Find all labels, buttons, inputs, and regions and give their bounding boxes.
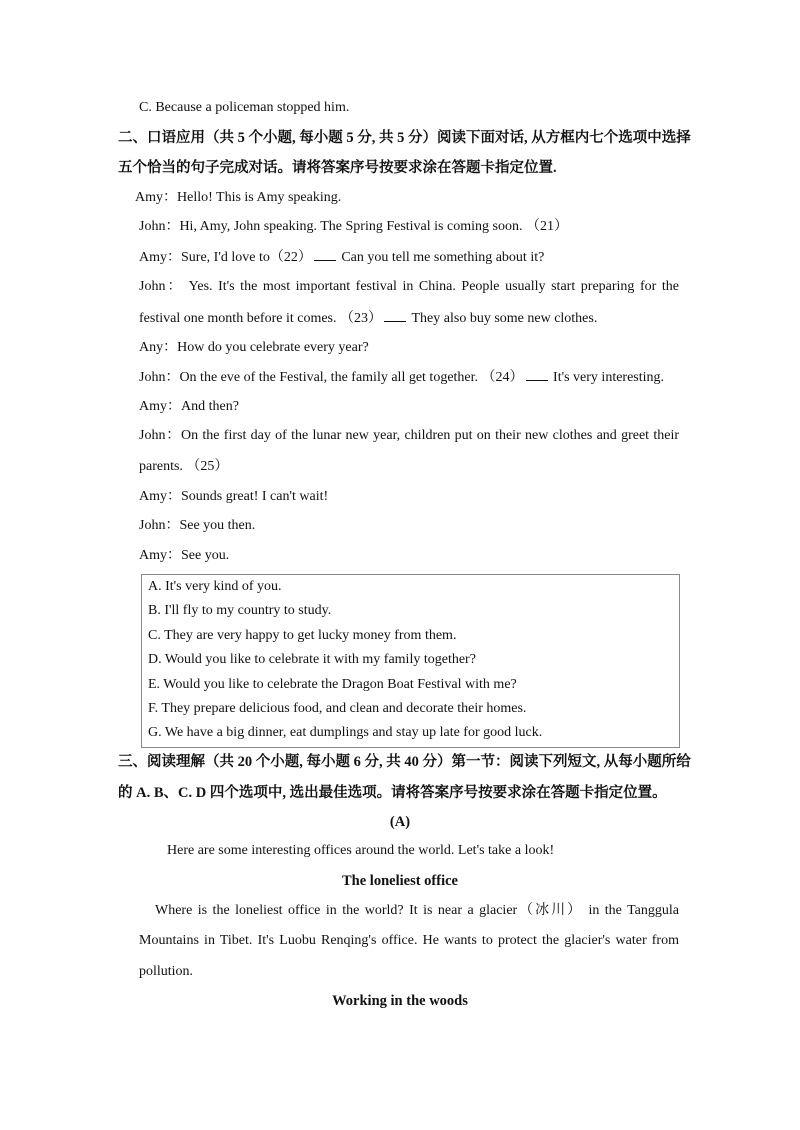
- dialogue-line-2: John：Hi, Amy, John speaking. The Spring Festival is coming soon. （21）: [139, 219, 568, 234]
- dialogue-line-10: John：See you then.: [139, 518, 256, 533]
- passage-title-1: The loneliest office: [342, 873, 458, 889]
- dialogue-line-9: Amy：Sounds great! I can't wait!: [139, 489, 329, 504]
- option-a: A. It's very kind of you.: [148, 579, 282, 594]
- answer-blank-24: [526, 368, 548, 381]
- paragraph-1-line-2: Mountains in Tibet. It's Luobu Renqing's office. He wants to protect the glacier's water from: [139, 933, 679, 948]
- answer-blank-22: [314, 248, 336, 261]
- option-b: B. I'll fly to my country to study.: [148, 603, 332, 618]
- dialogue-line-4-cont: [139, 309, 597, 328]
- dialogue-line-11: Amy：See you.: [139, 548, 230, 563]
- dialogue-line-7: Amy：And then?: [139, 399, 239, 414]
- option-e: E. Would you like to celebrate the Dragon Boat Festival with me?: [148, 677, 517, 692]
- dialogue-line-1: Amy：Hello! This is Amy speaking.: [135, 190, 342, 205]
- dialogue-line-3-text: Amy：Sure, I'd love to（22）: [139, 250, 312, 265]
- passage-label: (A): [389, 814, 411, 830]
- options-box: [141, 574, 680, 748]
- dialogue-line-6-rest: It's very interesting.: [553, 370, 665, 385]
- paragraph-1-line-3: pollution.: [139, 964, 194, 979]
- dialogue-line-4-rest: They also buy some new clothes.: [411, 311, 598, 326]
- passage-title-2: Working in the woods: [332, 993, 468, 1009]
- dialogue-line-6: [139, 368, 664, 387]
- previous-option-c: C. Because a policeman stopped him.: [139, 100, 350, 115]
- answer-blank-23: [384, 309, 406, 322]
- option-d: D. Would you like to celebrate it with my family together?: [148, 652, 476, 667]
- dialogue-line-5: Any：How do you celebrate every year?: [139, 340, 369, 355]
- dialogue-line-3-rest: Can you tell me something about it?: [341, 250, 545, 265]
- dialogue-line-6-text: John：On the eve of the Festival, the family all get together. （24）: [139, 370, 524, 385]
- dialogue-line-8: John：On the first day of the lunar new year, children put on their new clothes and greet their: [139, 428, 679, 443]
- section2-heading-line2: 五个恰当的句子完成对话。请将答案序号按要求涂在答题卡指定位置.: [118, 160, 557, 176]
- dialogue-line-8-cont: parents. （25）: [139, 459, 229, 474]
- dialogue-line-4-text: festival one month before it comes. （23）: [139, 311, 382, 326]
- option-f: F. They prepare delicious food, and clean and decorate their homes.: [148, 701, 527, 716]
- section3-heading-line2: 的 A. B、C. D 四个选项中, 选出最佳选项。请将答案序号按要求涂在答题卡指定位置。: [118, 785, 667, 801]
- section3-heading-line1: 三、阅读理解（共 20 个小题, 每小题 6 分, 共 40 分）第一节：阅读下列短文, 从每小题所给: [118, 754, 691, 770]
- dialogue-line-3: [139, 248, 544, 267]
- option-c: C. They are very happy to get lucky money from them.: [148, 628, 457, 643]
- option-g: G. We have a big dinner, eat dumplings and stay up late for good luck.: [148, 725, 543, 740]
- section2-heading-line1: 二、口语应用（共 5 个小题, 每小题 5 分, 共 5 分）阅读下面对话, 从方框内七个选项中选择: [118, 130, 691, 146]
- passage-intro: Here are some interesting offices around the world. Let's take a look!: [167, 843, 555, 858]
- dialogue-line-4: John： Yes. It's the most important festival in China. People usually start preparing for the: [139, 279, 679, 294]
- paragraph-1-line-1: Where is the loneliest office in the world? It is near a glacier（冰川） in the Tanggula: [155, 903, 679, 918]
